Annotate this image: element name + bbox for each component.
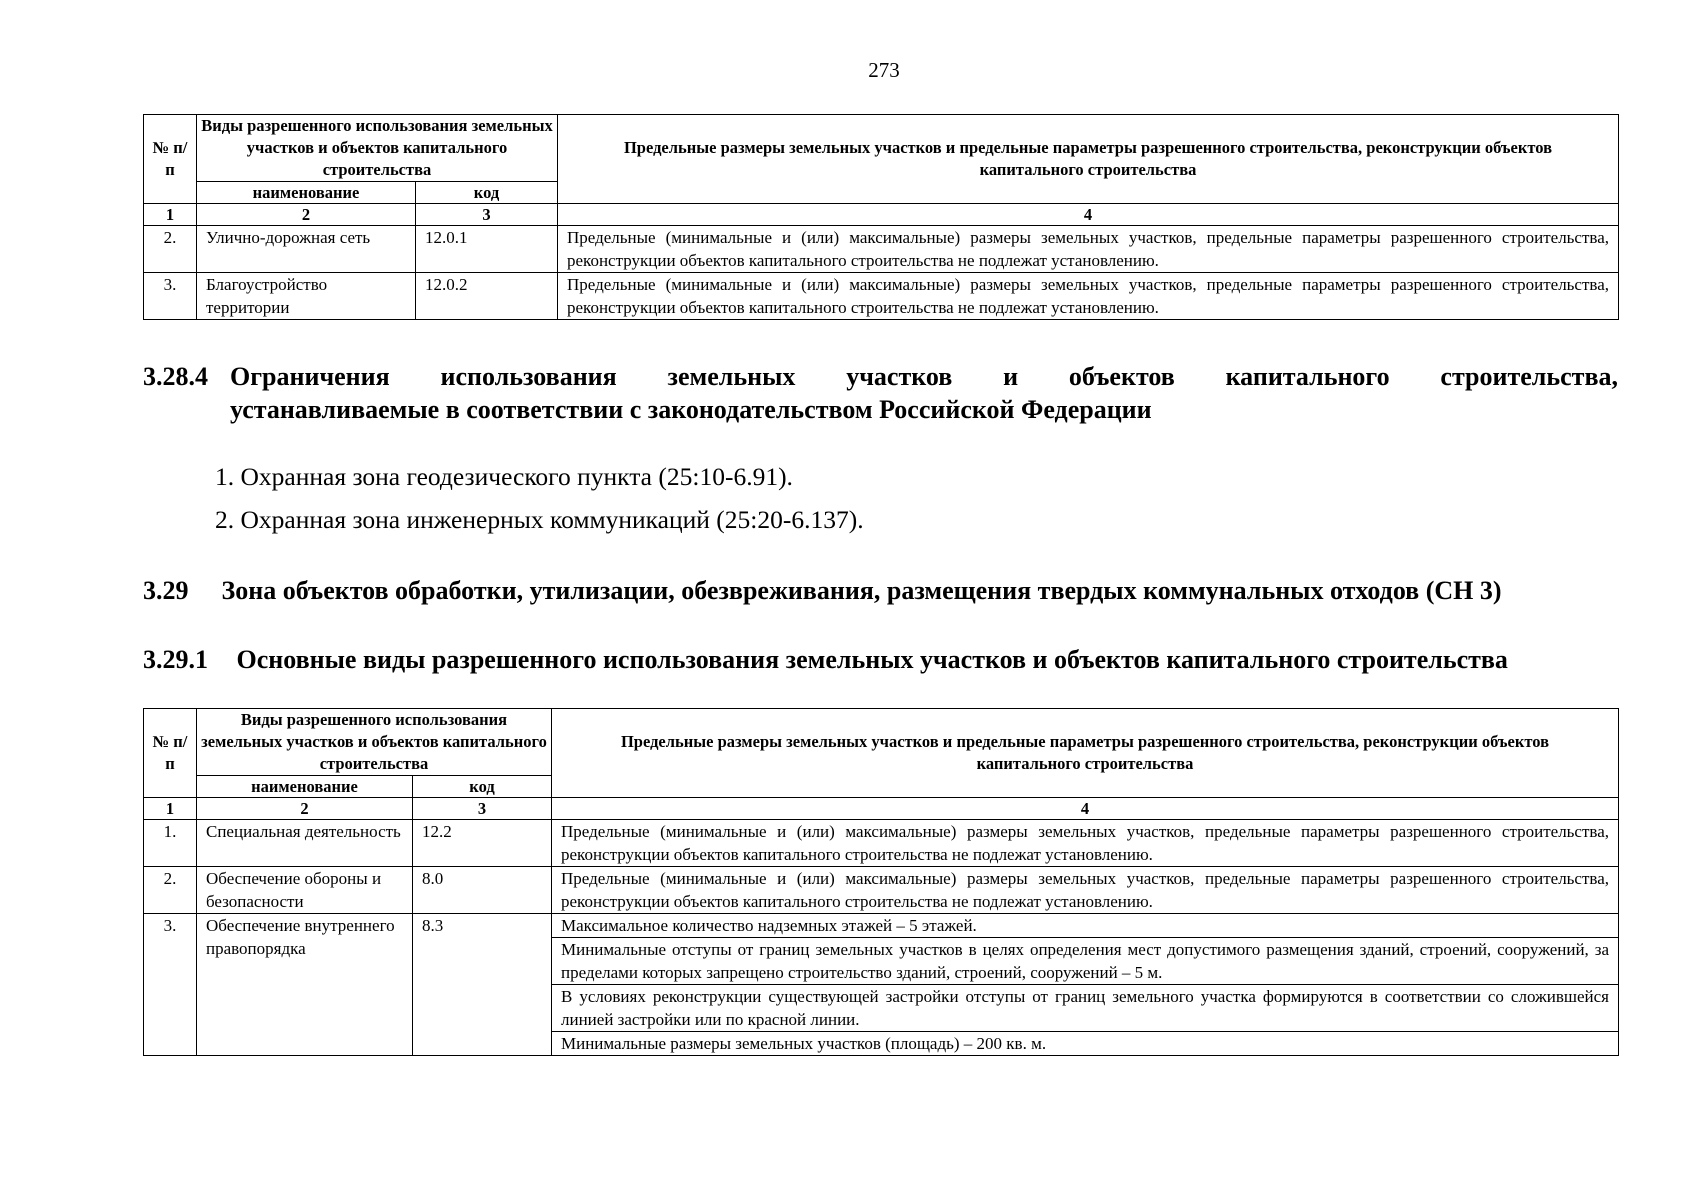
- row-name: Специальная деятельность: [197, 820, 413, 867]
- list-item: 2. Охранная зона инженерных коммуникаций (25:20-6.137).: [215, 505, 864, 534]
- regulations-table-2: [143, 708, 1619, 1056]
- row-code: 8.0: [413, 867, 552, 914]
- header-code: код: [416, 182, 558, 204]
- row-param: В условиях реконструкции существующей застройки отступы от границ земельного участка формируются в соответствии со сложившейся линией застройки или по красной линии.: [552, 985, 1619, 1032]
- list-item: 1. Охранная зона геодезического пункта (25:10-6.91).: [215, 462, 793, 491]
- row-param: Минимальные отступы от границ земельных участков в целях определения мест допустимого размещения зданий, строений, сооружений, за пределами которых запрещено строительство зданий, строений, сооружений – 5 м.: [552, 938, 1619, 985]
- section-3291-heading: [143, 643, 1508, 676]
- table-row: [144, 820, 1619, 867]
- table-row: [144, 226, 1619, 273]
- header-col-number: 3: [413, 798, 552, 820]
- row-num: 1.: [144, 820, 197, 867]
- row-param: Предельные (минимальные и (или) максимальные) размеры земельных участков, предельные параметры разрешенного строительства, реконструкции объектов капитального строительства не подлежат установлению.: [558, 273, 1619, 320]
- row-code: 12.0.1: [416, 226, 558, 273]
- row-num: 2.: [144, 226, 197, 273]
- table-row: [144, 867, 1619, 914]
- header-limits: Предельные размеры земельных участков и предельные параметры разрешенного строительства, реконструкции объектов капитального строительства: [552, 709, 1619, 798]
- regulations-table-1: [143, 114, 1619, 320]
- header-limits: Предельные размеры земельных участков и предельные параметры разрешенного строительства, реконструкции объектов капитального строительства: [558, 115, 1619, 204]
- page-number: 273: [868, 58, 900, 82]
- header-col-number: 4: [558, 204, 1619, 226]
- row-num: 3.: [144, 914, 197, 1056]
- table-row: [144, 914, 1619, 938]
- section-329-heading: [143, 574, 1502, 607]
- row-name: Благоустройство территории: [197, 273, 416, 320]
- header-num: № п/п: [144, 115, 197, 204]
- row-param: Минимальные размеры земельных участков (площадь) – 200 кв. м.: [552, 1032, 1619, 1056]
- row-code: 12.0.2: [416, 273, 558, 320]
- row-param: Предельные (минимальные и (или) максимальные) размеры земельных участков, предельные параметры разрешенного строительства, реконструкции объектов капитального строительства не подлежат установлению.: [558, 226, 1619, 273]
- section-title-line1: Ограничения использования земельных участков и объектов капитального строительства,: [230, 362, 1618, 391]
- header-col-number: 1: [144, 204, 197, 226]
- section-number: 3.29: [143, 576, 189, 605]
- section-title: Основные виды разрешенного использования земельных участков и объектов капитального строительства: [236, 645, 1508, 674]
- section-number: 3.29.1: [143, 645, 208, 674]
- row-name: Улично-дорожная сеть: [197, 226, 416, 273]
- row-num: 3.: [144, 273, 197, 320]
- section-3284-heading: [143, 360, 1618, 430]
- header-col-number: 1: [144, 798, 197, 820]
- header-col-number: 4: [552, 798, 1619, 820]
- section-title-line2: устанавливаемые в соответствии с законодательством Российской Федерации: [230, 395, 1152, 424]
- header-num: № п/п: [144, 709, 197, 798]
- section-title: Зона объектов обработки, утилизации, обезвреживания, размещения твердых коммунальных отходов (СН 3): [221, 576, 1502, 605]
- row-param: Максимальное количество надземных этажей – 5 этажей.: [552, 914, 1619, 938]
- header-col-number: 2: [197, 204, 416, 226]
- section-number: 3.28.4: [143, 362, 208, 391]
- header-name: наименование: [197, 776, 413, 798]
- header-types-group: Виды разрешенного использования земельных участков и объектов капитального строительства: [197, 115, 558, 182]
- header-col-number: 2: [197, 798, 413, 820]
- row-name: Обеспечение обороны и безопасности: [197, 867, 413, 914]
- header-types-group: Виды разрешенного использования земельных участков и объектов капитального строительства: [197, 709, 552, 776]
- header-code: код: [413, 776, 552, 798]
- header-col-number: 3: [416, 204, 558, 226]
- row-code: 8.3: [413, 914, 552, 1056]
- row-param: Предельные (минимальные и (или) максимальные) размеры земельных участков, предельные параметры разрешенного строительства, реконструкции объектов капитального строительства не подлежат установлению.: [552, 820, 1619, 867]
- header-name: наименование: [197, 182, 416, 204]
- row-name: Обеспечение внутреннего правопорядка: [197, 914, 413, 1056]
- row-code: 12.2: [413, 820, 552, 867]
- row-param: Предельные (минимальные и (или) максимальные) размеры земельных участков, предельные параметры разрешенного строительства, реконструкции объектов капитального строительства не подлежат установлению.: [552, 867, 1619, 914]
- row-num: 2.: [144, 867, 197, 914]
- table-row: [144, 273, 1619, 320]
